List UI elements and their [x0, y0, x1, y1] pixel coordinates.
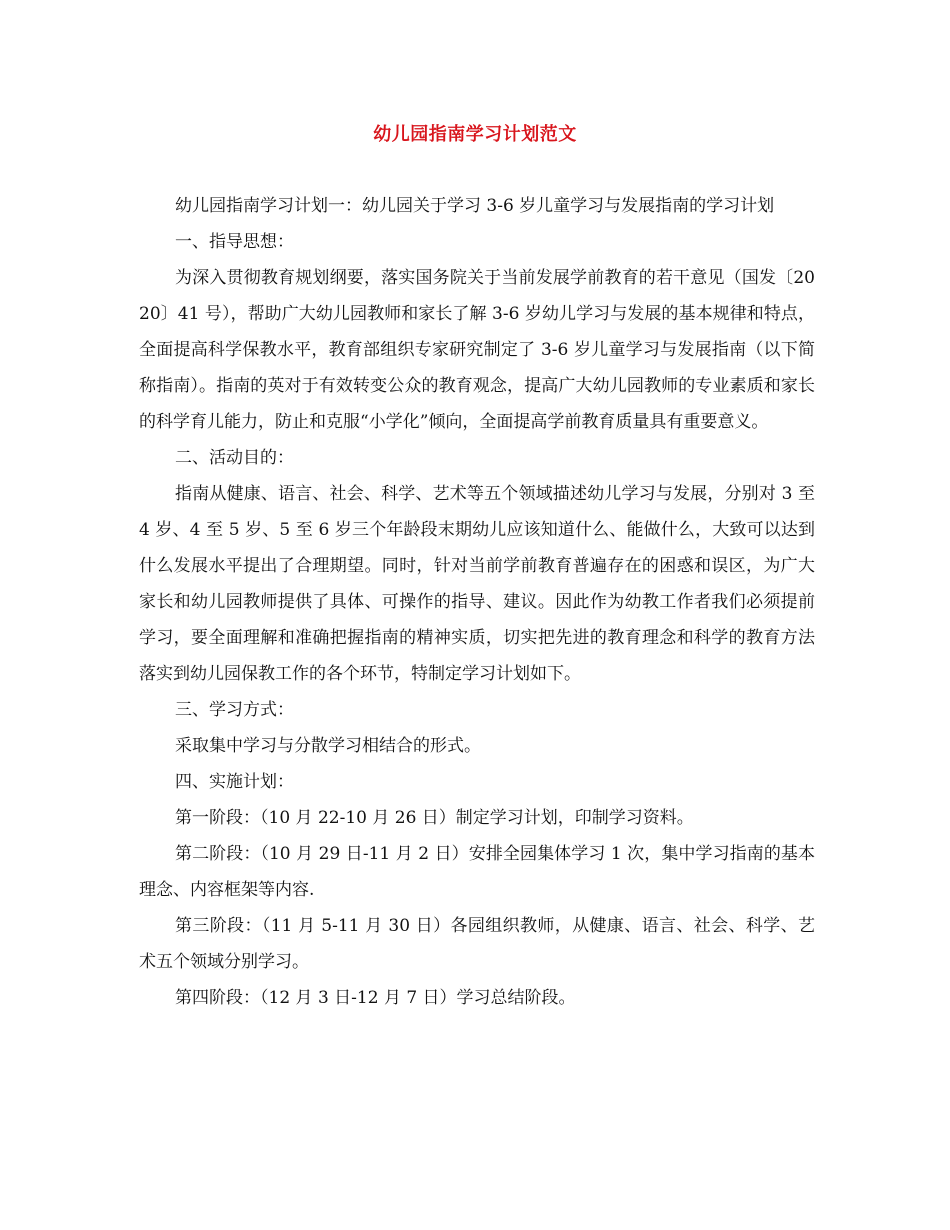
paragraph-guiding-ideology: 为深入贯彻教育规划纲要，落实国务院关于当前发展学前教育的若干意见（国发〔2020〕41 号），帮助广大幼儿园教师和家长了解 3-6 岁幼儿学习与发展的基本规律和特点，全面提高科学保教水平，教育部组织专家研究制定了 3-6 岁儿童学习与发展指南（以下简称指南）。指南的英对于有效转变公众的教育观念，提高广大幼儿园教师的专业素质和家长的科学育儿能力，防止和克服“小学化”倾向，全面提高学前教育质量具有重要意义。	[139, 268, 815, 432]
paragraph-activity-purpose: 指南从健康、语言、社会、科学、艺术等五个领域描述幼儿学习与发展，分别对 3 至 4 岁、4 至 5 岁、5 至 6 岁三个年龄段末期幼儿应该知道什么、能做什么，大致可以达到什么发展水平提出了合理期望。同时，针对当前学前教育普遍存在的困惑和误区，为广大家长和幼儿园教师提供了具体、可操作的指导、建议。因此作为幼教工作者我们必须提前学习，要全面理解和准确把握指南的精神实质，切实把先进的教育理念和科学的教育方法落实到幼儿园保教工作的各个环节，特制定学习计划如下。	[139, 484, 815, 684]
plan-stage-1: 第一阶段：（10 月 22-10 月 26 日）制定学习计划，印制学习资料。	[175, 808, 694, 828]
paragraph-intro: 幼儿园指南学习计划一：幼儿园关于学习 3-6 岁儿童学习与发展指南的学习计划	[175, 196, 775, 216]
document-body	[139, 188, 815, 1016]
plan-stage-2: 第二阶段：（10 月 29 日-11 月 2 日）安排全园集体学习 1 次，集中学习指南的基本理念、内容框架等内容.	[139, 844, 815, 900]
heading-learning-method: 三、学习方式：	[175, 700, 294, 720]
heading-implementation-plan: 四、实施计划：	[175, 772, 294, 792]
paragraph-learning-method: 采取集中学习与分散学习相结合的形式。	[175, 736, 481, 756]
heading-activity-purpose: 二、活动目的：	[175, 448, 294, 468]
document-title: 幼儿园指南学习计划范文	[373, 124, 577, 145]
plan-stage-3: 第三阶段：（11 月 5-11 月 30 日）各园组织教师，从健康、语言、社会、科学、艺术五个领域分别学习。	[139, 916, 815, 972]
heading-guiding-ideology: 一、指导思想：	[175, 232, 294, 252]
plan-stage-4: 第四阶段：（12 月 3 日-12 月 7 日）学习总结阶段。	[175, 988, 576, 1008]
